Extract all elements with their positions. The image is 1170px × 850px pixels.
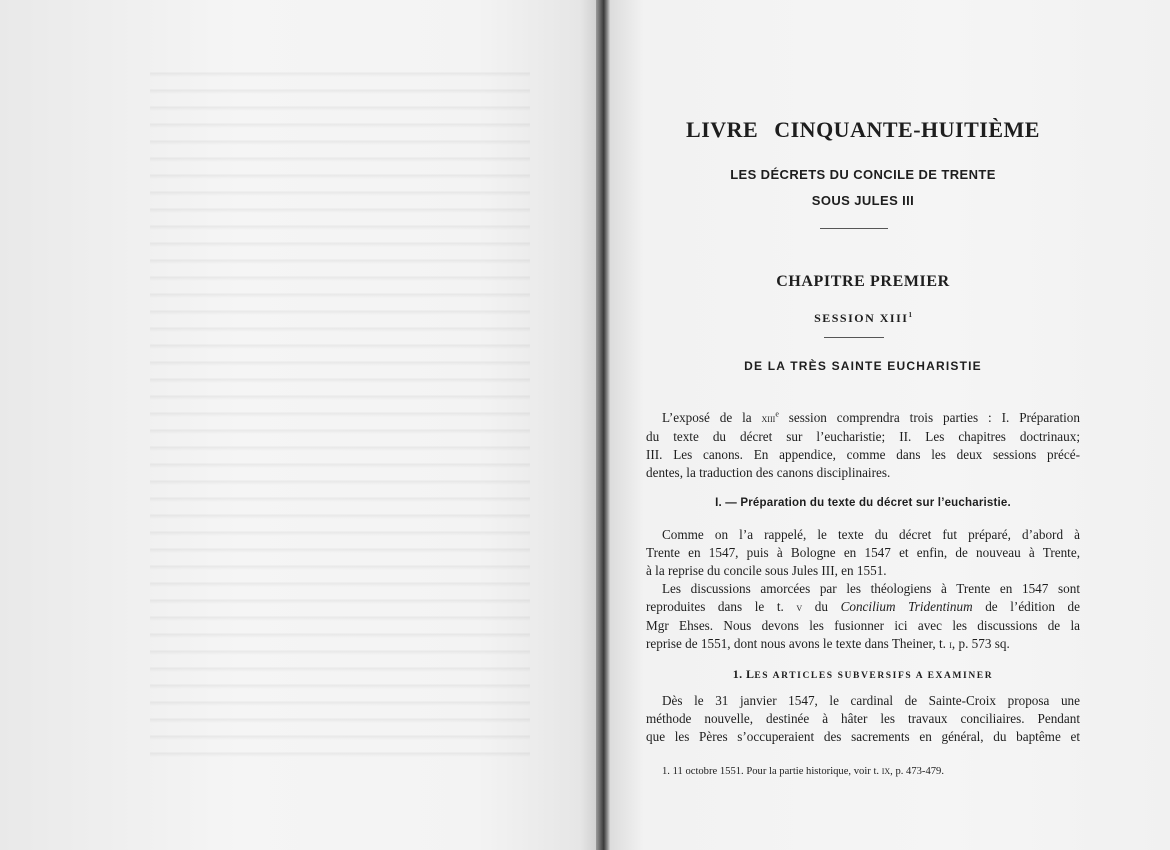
section-p2-line-3: Mgr Ehses. Nous devons les fusionner ici avec les discussions de la — [646, 618, 1080, 633]
section-p1-line-1: Comme on l’a rappelé, le texte du décret fut préparé, d’abord à — [662, 527, 1080, 542]
section-p1-line-2: Trente en 1547, puis à Bologne en 1547 et enfin, de nouveau à Trente, — [646, 545, 1080, 560]
theiner-volume: i — [949, 639, 952, 651]
section-p2-line-4-b: , p. 573 sq. — [951, 636, 1010, 651]
work-title-italic: Concilium Tridentinum — [840, 599, 973, 614]
subsection-title-smallcaps: ES ARTICLES SUBVERSIFS A EXAMINER — [754, 671, 994, 681]
section-p2-line-1: Les discussions amorcées par les théologiens à Trente en 1547 sont — [662, 581, 1080, 596]
intro-line-3: III. Les canons. En appendice, comme dans les deux sessions précé- — [646, 447, 1080, 462]
footnote-text-b: , p. 473-479. — [890, 766, 944, 777]
intro-line-1-b: session comprendra trois parties : I. Préparation — [778, 410, 1080, 425]
volume-number: v — [796, 602, 803, 614]
section-p2-line-2-b: du — [802, 599, 841, 614]
subsection-line-2: méthode nouvelle, destinée à hâter les travaux conciliaires. Pendant — [646, 711, 1080, 726]
chapter-title: CHAPITRE PREMIER — [776, 273, 950, 290]
footnote-text-a: 1. 11 octobre 1551. Pour la partie historique, voir t. — [662, 766, 882, 777]
subsection-line-3: que les Pères s’occuperaient des sacrements en général, du baptême et — [646, 729, 1080, 744]
subtitle-line-2: SOUS JULES III — [811, 193, 915, 208]
section-p1-line-3: à la reprise du concile sous Jules III, en 1551. — [646, 563, 887, 578]
ordinal-suffix: e — [775, 409, 779, 419]
intro-line-1 — [646, 409, 1080, 428]
section-heading: I. — Préparation du texte du décret sur l’eucharistie. — [715, 497, 1011, 509]
section-p2-line-4 — [646, 635, 1080, 654]
right-page — [610, 0, 1170, 850]
section-p2-line-2-a: reproduites dans le t. — [646, 599, 797, 614]
intro-paragraph — [646, 409, 1080, 482]
section-p2-line-2-c: de l’édition de — [972, 599, 1080, 614]
intro-line-1-a: L’exposé de la — [662, 410, 762, 425]
subsection-heading — [646, 667, 1080, 682]
section-p2-line-4-a: reprise de 1551, dont nous avons le texte dans Theiner, t. — [646, 636, 950, 651]
intro-line-4: dentes, la traduction des canons disciplinaires. — [646, 465, 891, 480]
section-p2-line-2 — [646, 598, 1080, 617]
book-title-part1: LIVRE — [686, 117, 759, 142]
footnote — [662, 765, 944, 777]
session-title — [646, 311, 1080, 326]
subsection-initial: L — [745, 667, 755, 681]
section-paragraph-1 — [646, 526, 1080, 654]
topic-heading: DE LA TRÈS SAINTE EUCHARISTIE — [744, 359, 982, 373]
subsection-number: 1. — [732, 667, 746, 681]
session-footnote-ref: 1 — [908, 311, 912, 319]
book-title-part2: CINQUANTE-HUITIÈME — [774, 117, 1040, 142]
session-divider — [824, 337, 884, 338]
subsection-line-1: Dès le 31 janvier 1547, le cardinal de Sainte-Croix proposa une — [662, 693, 1080, 708]
footnote-volume: ix — [881, 765, 891, 777]
bleed-through-texture — [150, 60, 530, 760]
subsection-paragraph — [646, 692, 1080, 746]
subtitle-line-1: LES DÉCRETS DU CONCILE DE TRENTE — [730, 167, 996, 182]
intro-line-2: du texte du décret sur l’eucharistie; II. Les chapitres doctrinaux; — [646, 429, 1080, 444]
title-divider — [820, 228, 888, 229]
session-label: SESSION XIII — [814, 311, 909, 325]
book-title — [646, 117, 1080, 143]
book-gutter — [596, 0, 610, 850]
session-number-roman: xiii — [761, 413, 776, 425]
